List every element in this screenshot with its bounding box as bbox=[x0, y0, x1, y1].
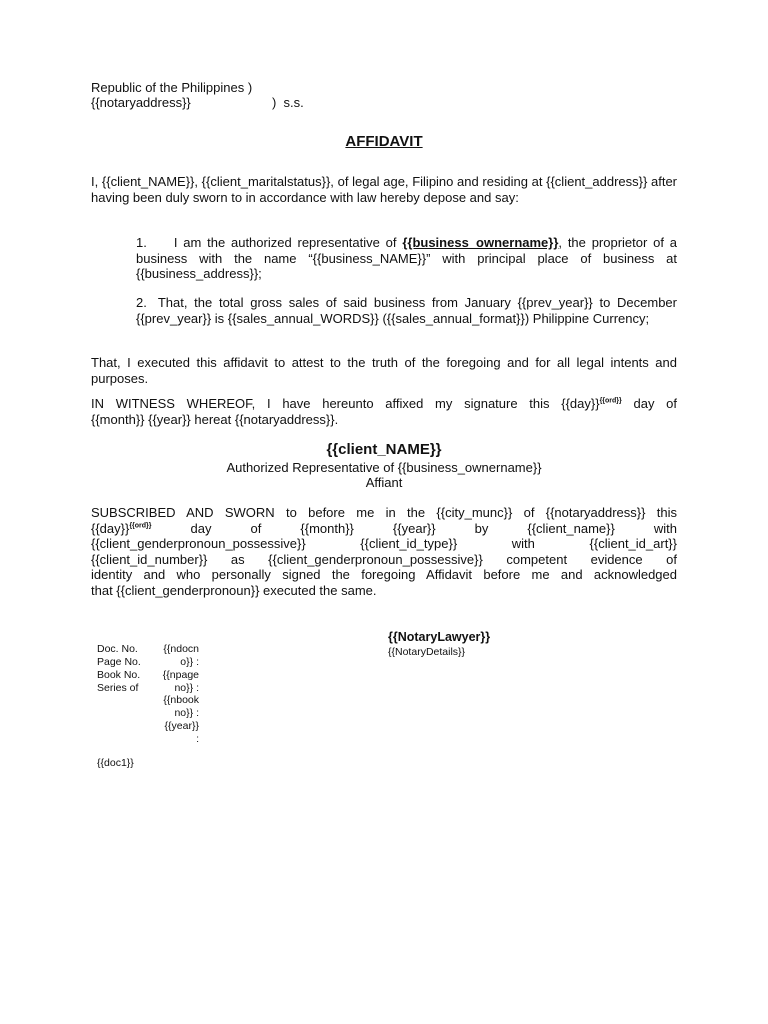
item-number: 1. bbox=[136, 235, 147, 250]
doc-footer-placeholder: {{doc1}} bbox=[97, 757, 134, 769]
ordinal-suffix: {{ord}} bbox=[599, 397, 622, 405]
witness-line-2: {{month}} {{year}} hereat {{notaryaddress}}. bbox=[91, 411, 339, 427]
doc-no-label: Doc. No. bbox=[97, 643, 138, 655]
jurat-line: $\{\{day\}\}^{\{\{ord\}\}}$ day of {{month}} {{year}} by {{client_name}} with bbox=[91, 520, 677, 536]
affiant-name: {{client_NAME}} bbox=[326, 441, 442, 458]
registry-value: {{nbook bbox=[163, 694, 199, 706]
list-item bbox=[136, 295, 677, 326]
jurat-paragraph bbox=[91, 505, 677, 598]
item-text: I am the authorized representative of bbox=[173, 235, 403, 250]
item-number: 2. bbox=[136, 295, 147, 310]
registry-value: no}} : bbox=[174, 707, 199, 719]
notary-lawyer-name: {{NotaryLawyer}} bbox=[388, 630, 491, 644]
registry-value: {{ndocn bbox=[163, 643, 199, 655]
jurat-line: {{client_genderpronoun_possessive}} {{client_id_type}} with {{client_id_art}} bbox=[91, 536, 677, 551]
list-item bbox=[136, 235, 677, 282]
registry-value: o}} : bbox=[180, 656, 199, 668]
intro-paragraph: I, {{client_NAME}}, {{client_maritalstatus}}, of legal age, Filipino and residing at {{client_address}} after having been duly sworn to in accordance with law hereby depose and say: bbox=[91, 174, 677, 205]
item-text: That, the total gross sales of said business from January {{prev_year}} to December {{prev_year}} is {{sales_annual_WORDS}} ({{sales_annual_format}}) Philippine Currency; bbox=[136, 295, 677, 326]
page-no-label: Page No. bbox=[97, 656, 141, 668]
notary-details: {{NotaryDetails}} bbox=[388, 646, 466, 658]
ordinal-suffix: {{ord}} bbox=[129, 522, 152, 530]
series-of-label: Series of bbox=[97, 682, 139, 694]
notary-address-line: {{notaryaddress}} bbox=[91, 95, 191, 110]
document-title: AFFIDAVIT bbox=[345, 133, 423, 150]
ss-marker: ) s.s. bbox=[272, 95, 304, 110]
affiant-label: Affiant bbox=[365, 475, 403, 490]
registry-value: {{year}} bbox=[164, 720, 199, 732]
book-no-label: Book No. bbox=[97, 669, 141, 681]
attest-paragraph: That, I executed this affidavit to attest to the truth of the foregoing and for all legal intents and purposes. bbox=[91, 355, 677, 386]
jurat-line: that {{client_genderpronoun}} executed the same. bbox=[91, 582, 377, 598]
registry-value: : bbox=[196, 733, 199, 745]
jurisdiction-line: Republic of the Philippines ) bbox=[91, 80, 253, 95]
witness-paragraph bbox=[91, 396, 677, 427]
item-text-continued: , the proprietor of a business with the name “{{business_NAME}}” with principal place of business at {{business_address}}; bbox=[136, 235, 677, 281]
registry-value: no}} : bbox=[174, 682, 199, 694]
registry-value: {{npage bbox=[162, 669, 199, 681]
jurat-line: identity and who personally signed the foregoing Affidavit before me and acknowledged bbox=[91, 567, 677, 582]
affiant-role: Authorized Representative of {{business_ownername}} bbox=[226, 460, 542, 475]
business-owner-name: {{business_ownername}} bbox=[402, 235, 559, 250]
jurat-line: {{client_id_number}} as {{client_genderpronoun_possessive}} competent evidence of bbox=[91, 551, 677, 567]
jurat-line: SUBSCRIBED AND SWORN to before me in the {{city_munc}} of {{notaryaddress}} this bbox=[91, 505, 677, 520]
witness-line-1: IN WITNESS WHEREOF, I have hereunto affixed my signature this $\{\{day\}\}^{\{\{ord\}\}}$ day of bbox=[91, 396, 678, 411]
